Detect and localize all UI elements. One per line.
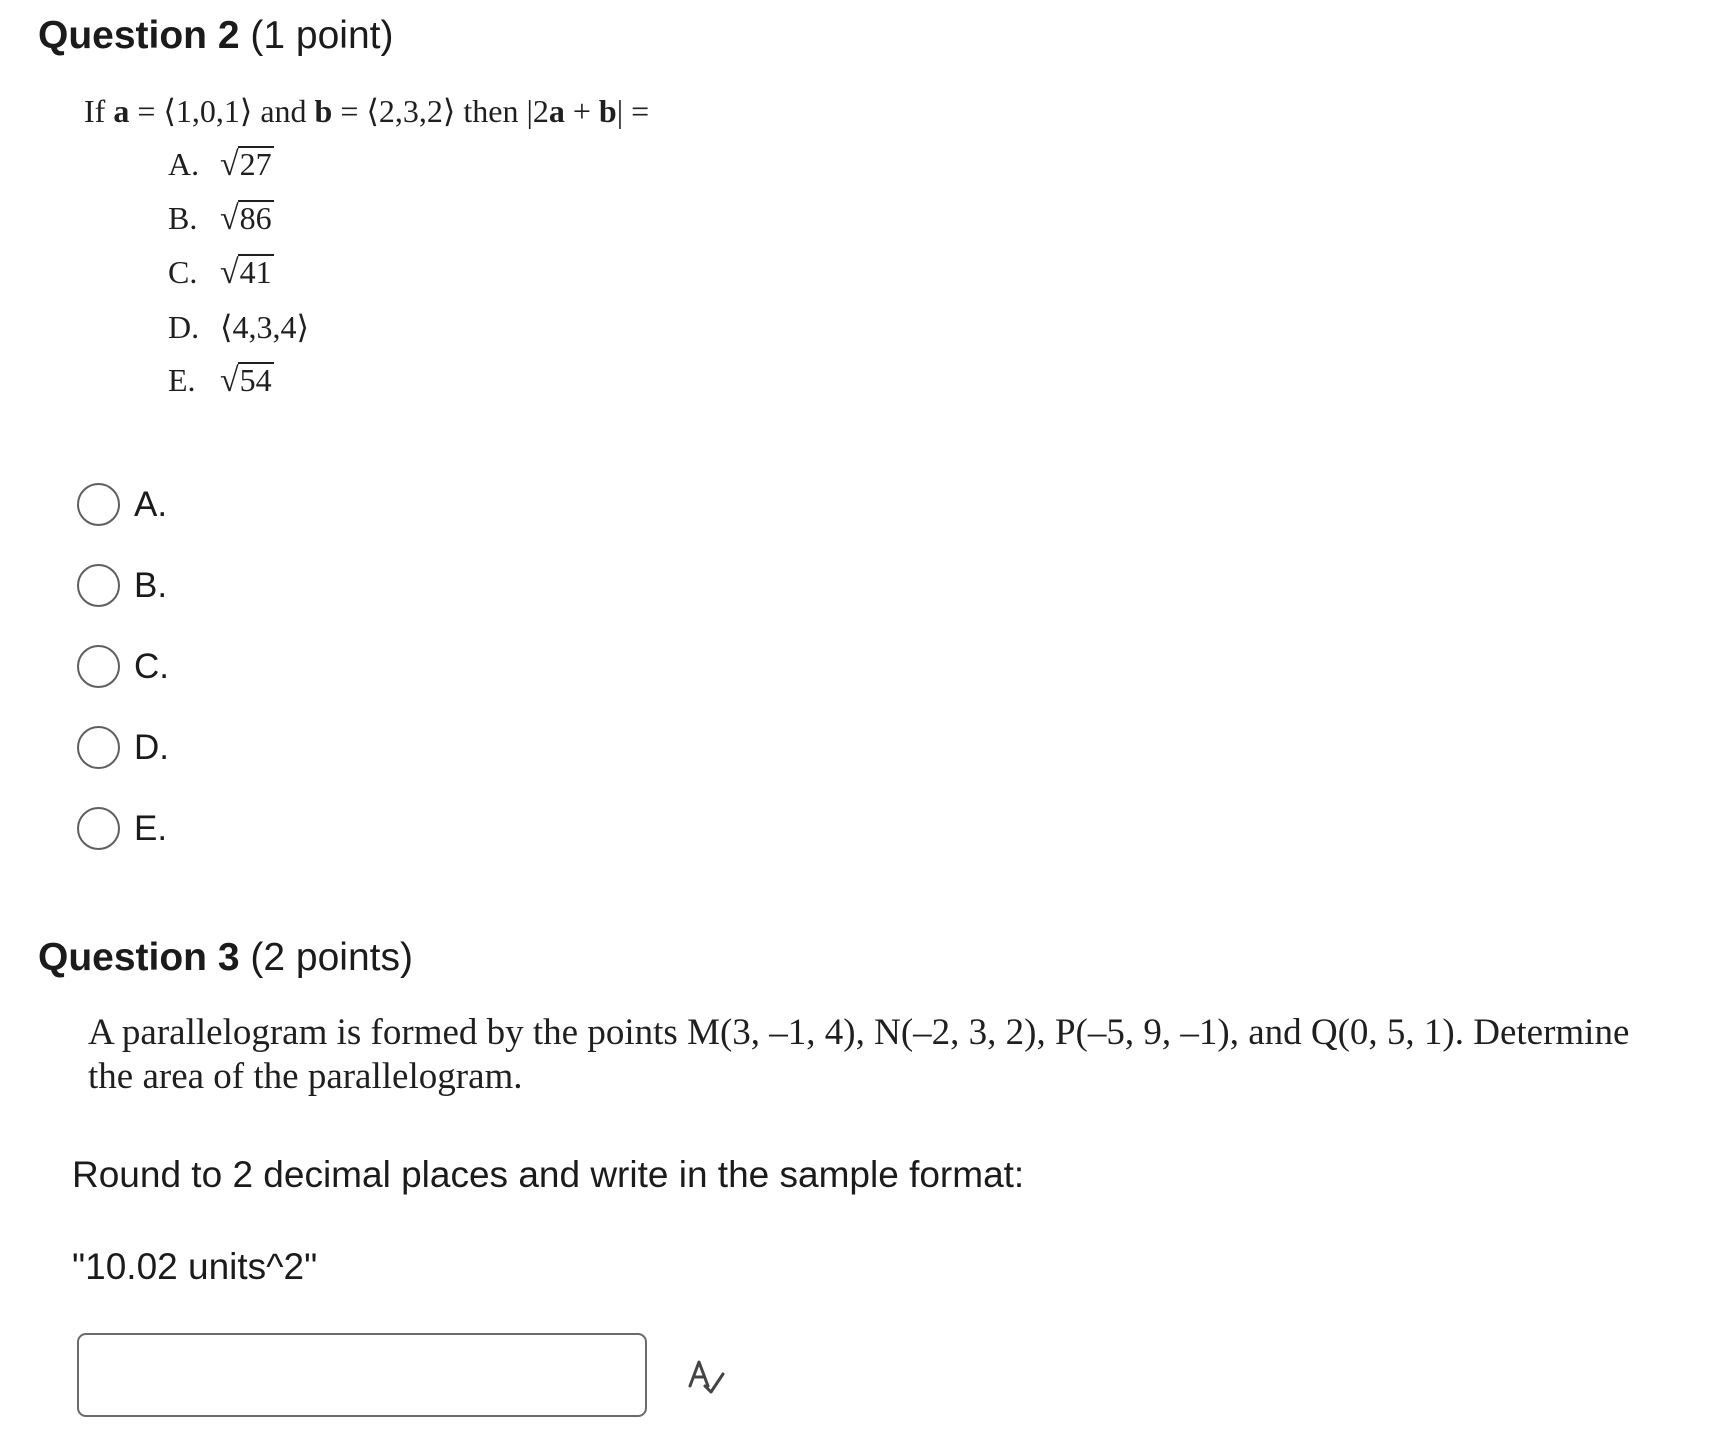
question-2-choice-b: B. √ 86 [168, 200, 272, 237]
option-label-d: D. [134, 727, 169, 767]
sqrt-symbol: √ 41 [220, 254, 272, 291]
question-3-header [38, 938, 413, 977]
answer-input[interactable] [77, 1333, 647, 1417]
question-2-stem: If a = ⟨1,0,1⟩ and b = ⟨2,3,2⟩ then |2a + b| = [84, 93, 650, 129]
question-2-points: (1 point) [250, 14, 394, 57]
question-2-choice-e: E. √ 54 [168, 362, 272, 399]
answer-option-a[interactable] [77, 483, 167, 526]
option-label-c: C. [134, 646, 169, 686]
question-3-points: (2 points) [250, 936, 413, 979]
question-2-choice-d: D. ⟨4,3,4⟩ [168, 309, 309, 345]
question-2-header [38, 16, 393, 55]
sqrt-symbol: √ 54 [220, 362, 272, 399]
radio-button-a[interactable] [77, 483, 120, 526]
spellcheck-icon[interactable] [684, 1354, 726, 1396]
answer-option-d[interactable] [77, 726, 169, 769]
radio-button-b[interactable] [77, 564, 120, 607]
answer-option-c[interactable] [77, 645, 169, 688]
question-2-title: Question 2 [38, 14, 240, 57]
question-3-sample-format: "10.02 units^2" [72, 1246, 318, 1287]
question-2-choice-c: C. √ 41 [168, 254, 272, 291]
sqrt-symbol: √ 86 [220, 200, 272, 237]
radio-button-c[interactable] [77, 645, 120, 688]
sqrt-symbol: √ 27 [220, 146, 272, 183]
option-label-e: E. [134, 808, 168, 848]
radio-button-e[interactable] [77, 807, 120, 850]
question-2-choice-a: A. √ 27 [168, 146, 272, 183]
question-3-instruction: Round to 2 decimal places and write in the sample format: [72, 1154, 1025, 1195]
answer-option-e[interactable] [77, 807, 167, 850]
option-label-b: B. [134, 565, 168, 605]
option-label-a: A. [134, 484, 168, 524]
radio-button-d[interactable] [77, 726, 120, 769]
question-3-title: Question 3 [38, 936, 240, 979]
question-3-problem-text: A parallelogram is formed by the points M(3, –1, 4), N(–2, 3, 2), P(–5, 9, –1), and Q(0, 5, 1). Determine the area of the parallelogram. [88, 1012, 1630, 1097]
answer-option-b[interactable] [77, 564, 167, 607]
